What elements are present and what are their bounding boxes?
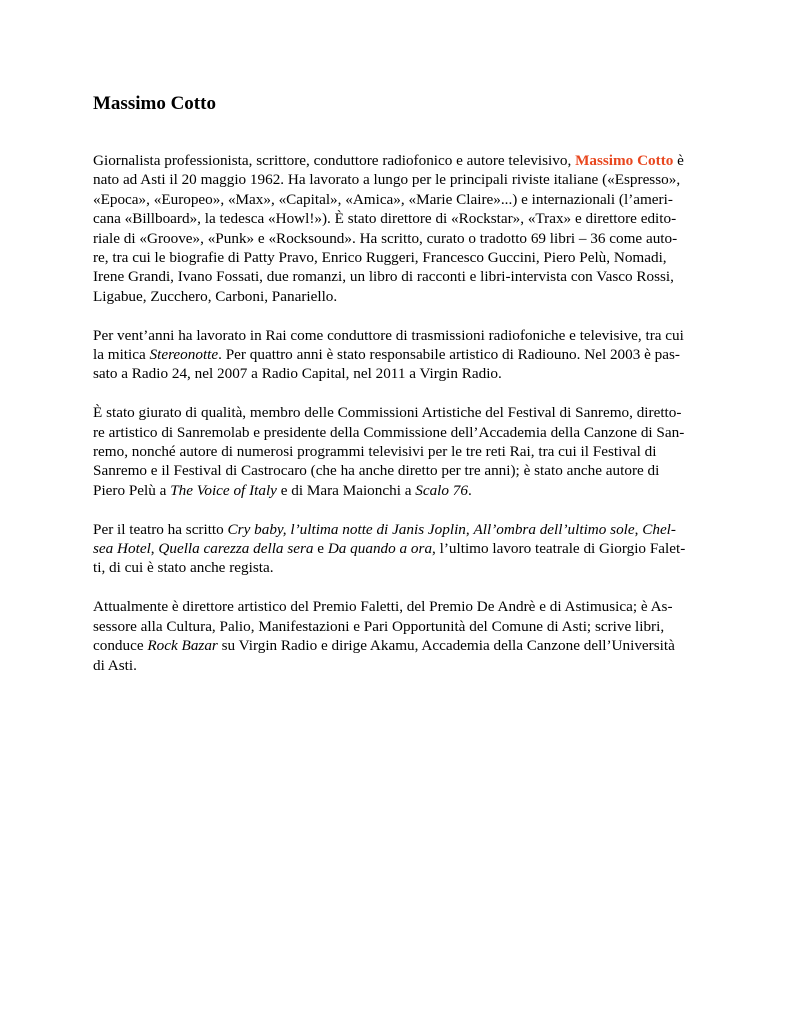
text-segment: ti, di cui è stato anche regista. [93,559,274,577]
text-line [93,636,703,655]
text-segment: riale di «Groove», «Punk» e «Rocksound». Ha scritto, curato o tradotto 69 libri – 36 come auto- [93,229,678,247]
paragraph [93,151,703,306]
text-line [93,539,703,558]
text-segment: nato ad Asti il 20 maggio 1962. Ha lavorato a lungo per le principali riviste italiane («Espresso», [93,171,681,189]
paragraph [93,520,703,578]
text-segment: e di Mara Maionchi a [276,481,416,499]
italic-title: Cry baby, l’ultima notte di Janis Joplin [227,520,466,538]
text-line [93,287,703,306]
text-segment: . Per quattro anni è stato responsabile artistico di Radiouno. Nel 2003 è pas- [218,346,680,364]
text-segment: di Asti. [93,656,137,674]
text-line [93,170,703,189]
italic-title: Quella carezza della sera [158,540,314,558]
text-line [93,558,703,577]
text-segment: Giornalista professionista, scrittore, conduttore radiofonico e autore televisivo, [93,152,576,169]
text-segment: re, tra cui le biografie di Patty Pravo, Enrico Ruggeri, Francesco Guccini, Piero Pelù, Nomadi, [93,249,667,267]
text-line [93,151,703,170]
text-line [93,326,703,345]
text-segment: , [150,540,159,558]
paragraph [93,403,703,500]
text-segment: Piero Pelù a [93,481,171,499]
text-segment: conduce [93,637,148,655]
text-line [93,423,703,442]
text-line [93,209,703,228]
text-line [93,267,703,286]
text-segment: su Virgin Radio e dirige Akamu, Accademia della Canzone dell’Università [217,637,675,655]
text-line [93,345,703,364]
text-segment: È stato giurato di qualità, membro delle Commissioni Artistiche del Festival di Sanremo, diretto- [93,404,682,422]
text-segment: la mitica [93,346,150,364]
text-line [93,248,703,267]
text-segment: Per il teatro ha scritto [93,520,228,538]
text-line [93,656,703,675]
text-line [93,617,703,636]
text-segment: . [467,481,472,499]
paragraph [93,326,703,384]
paragraph [93,597,703,675]
italic-title: All’ombra dell’ultimo sole [473,520,635,538]
text-line [93,190,703,209]
text-segment: , [634,520,643,538]
text-segment: sessore alla Cultura, Palio, Manifestazioni e Pari Opportunità del Comune di Asti; scrive libri, [93,617,665,635]
text-segment: «Epoca», «Europeo», «Max», «Capital», «Amica», «Marie Claire»...) e internazionali (l’ameri- [93,190,673,208]
text-line [93,520,703,539]
text-segment: re artistico di Sanremolab e presidente della Commissione dell’Accademia della Canzone di San- [93,423,685,441]
italic-title: Scalo 76 [415,481,468,499]
text-segment: Per vent’anni ha lavorato in Rai come conduttore di trasmissioni radiofoniche e televisive, tra cui [93,326,684,344]
document-page [93,93,703,694]
italic-title: Rock Bazar [147,637,218,655]
page-title: Massimo Cotto [93,93,216,114]
italic-title: Da quando a ora [327,540,433,558]
highlighted-name: Massimo Cotto [575,152,674,169]
text-segment: , l’ultimo lavoro teatrale di Giorgio Falet- [432,540,686,558]
text-segment: Sanremo e il Festival di Castrocaro (che ha anche diretto per tre anni); è stato anche autore di [93,462,660,480]
text-line [93,442,703,461]
text-segment: Irene Grandi, Ivano Fossati, due romanzi, un libro di racconti e libri-intervista con Vasco Rossi, [93,268,674,286]
document-body [93,151,703,675]
text-segment: remo, nonché autore di numerosi programmi televisivi per le tre reti Rai, tra cui il Festival di [93,443,657,461]
text-line [93,481,703,500]
text-segment: , [465,520,474,538]
text-line [93,229,703,248]
text-segment: Attualmente è direttore artistico del Premio Faletti, del Premio De Andrè e di Astimusica; è As- [93,598,673,616]
italic-title: Stereonotte [149,346,219,364]
text-segment: sato a Radio 24, nel 2007 a Radio Capital, nel 2011 a Virgin Radio. [93,365,502,383]
text-line [93,403,703,422]
text-segment: e [313,540,328,558]
text-line [93,461,703,480]
text-segment: è [673,152,684,169]
text-line [93,364,703,383]
italic-title: sea Hotel [93,540,151,558]
italic-title: Chel- [642,520,676,538]
text-segment: Ligabue, Zucchero, Carboni, Panariello. [93,287,338,305]
italic-title: The Voice of Italy [170,481,277,499]
text-line [93,597,703,616]
text-segment: cana «Billboard», la tedesca «Howl!»). È stato direttore di «Rockstar», «Trax» e direttore edito- [93,210,677,228]
